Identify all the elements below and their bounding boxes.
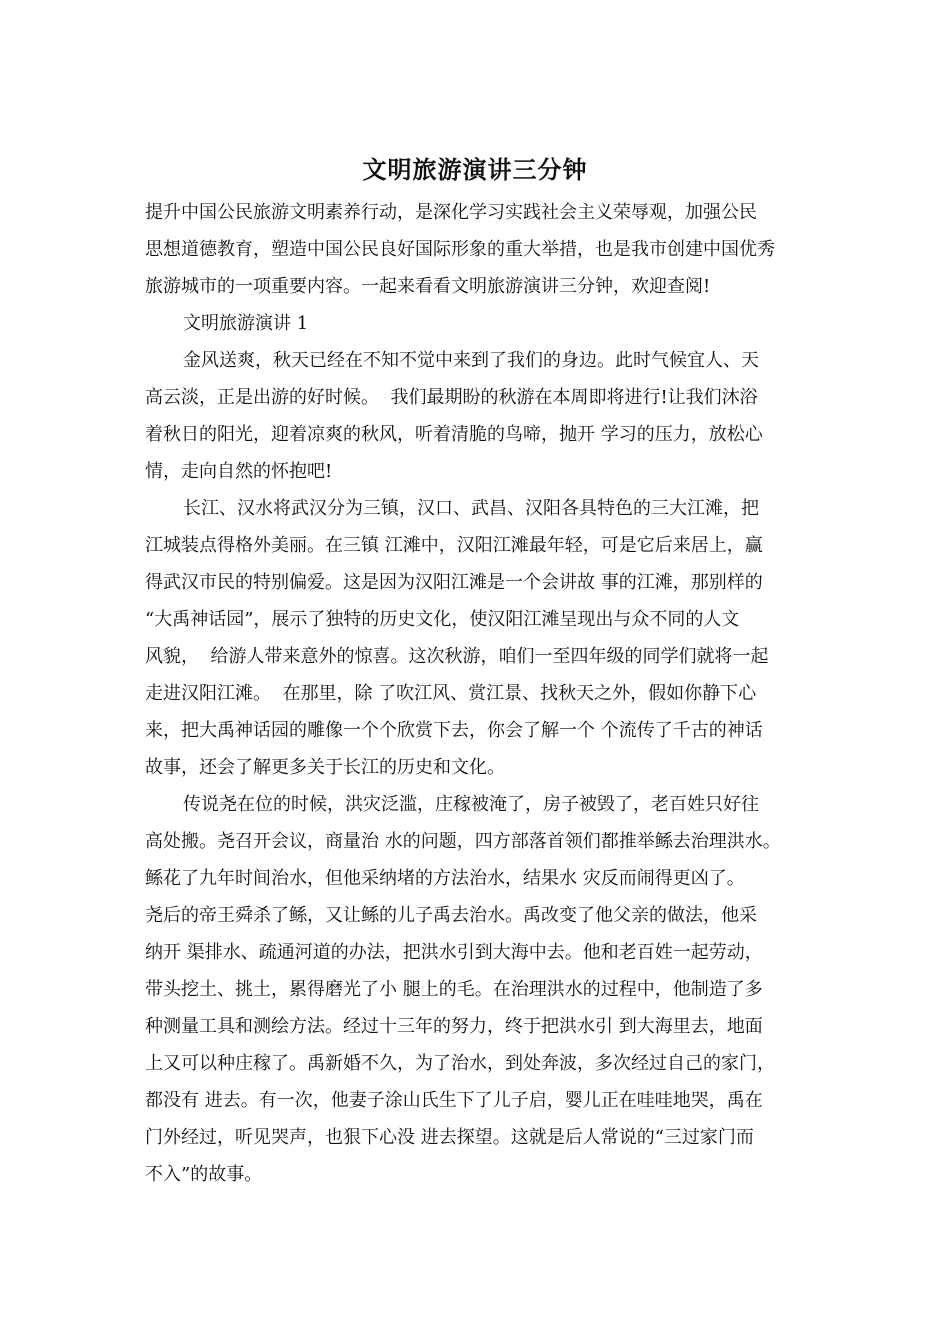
text-line: 种测量工具和测绘方法。经过十三年的努力，终于把洪水引 到大海里去，地面 bbox=[145, 1016, 763, 1037]
text-line: 提升中国公民旅游文明素养行动，是深化学习实践社会主义荣辱观，加强公民 bbox=[145, 202, 757, 223]
text-line: 门外经过，听见哭声，也狠下心没 进去探望。这就是后人常说的“三过家门而 bbox=[145, 1127, 754, 1148]
text-line: 得武汉市民的特别偏爱。这是因为汉阳江滩是一个会讲故 事的江滩，那别样的 bbox=[145, 572, 763, 593]
text-line: 风貌， 给游人带来意外的惊喜。这次秋游，咱们一至四年级的同学们就将一起 bbox=[145, 646, 769, 667]
text-line: 长江、汉水将武汉分为三镇，汉口、武昌、汉阳各具特色的三大江滩，把 bbox=[183, 498, 759, 519]
text-line: 纳开 渠排水、疏通河道的办法，把洪水引到大海中去。他和老百姓一起劳动， bbox=[145, 942, 763, 963]
text-line: 鲧花了九年时间治水，但他采纳堵的方法治水，结果水 灾反而闹得更凶了。 bbox=[145, 868, 745, 889]
document-title: 文明旅游演讲三分钟 bbox=[362, 156, 588, 184]
text-line: 故事，还会了解更多关于长江的历史和文化。 bbox=[145, 757, 505, 778]
section-heading: 文明旅游演讲 1 bbox=[183, 313, 309, 334]
document-body bbox=[145, 194, 805, 1193]
text-line: 来，把大禹神话园的雕像一个个欣赏下去，你会了解一个 个流传了千古的神话 bbox=[145, 720, 763, 741]
text-line: 情，走向自然的怀抱吧! bbox=[145, 461, 333, 482]
text-line: 高处搬。尧召开会议，商量治 水的问题，四方部落首领们都推举鲧去治理洪水。 bbox=[145, 831, 781, 852]
text-line: 江城装点得格外美丽。在三镇 江滩中，汉阳江滩最年轻，可是它后来居上，赢 bbox=[145, 535, 763, 556]
text-line: 都没有 进去。有一次，他妻子涂山氏生下了儿子启，婴儿正在哇哇地哭，禹在 bbox=[145, 1090, 763, 1111]
text-line: 走进汉阳江滩。 在那里，除 了吹江风、赏江景、找秋天之外，假如你静下心 bbox=[145, 683, 757, 704]
text-line: 着秋日的阳光，迎着凉爽的秋风，听着清脆的鸟啼，抛开 学习的压力，放松心 bbox=[145, 424, 763, 445]
text-line: 思想道德教育，塑造中国公民良好国际形象的重大举措，也是我市创建中国优秀 bbox=[145, 239, 775, 260]
text-line: 尧后的帝王舜杀了鲧，又让鲧的儿子禹去治水。禹改变了他父亲的做法，他采 bbox=[145, 905, 757, 926]
text-line: 传说尧在位的时候，洪灾泛滥，庄稼被淹了，房子被毁了，老百姓只好往 bbox=[183, 794, 759, 815]
text-line: 高云淡，正是出游的好时候。 我们最期盼的秋游在本周即将进行!让我们沐浴 bbox=[145, 387, 758, 408]
text-line: 不入”的故事。 bbox=[145, 1164, 263, 1185]
text-line: 金风送爽，秋天已经在不知不觉中来到了我们的身边。此时气候宜人、天 bbox=[183, 350, 759, 371]
text-line: 旅游城市的一项重要内容。一起来看看文明旅游演讲三分钟，欢迎查阅! bbox=[145, 276, 711, 297]
text-line: 带头挖土、挑土，累得磨光了小 腿上的毛。在治理洪水的过程中，他制造了多 bbox=[145, 979, 763, 1000]
text-line: 上又可以种庄稼了。禹新婚不久，为了治水，到处奔波，多次经过自己的家门， bbox=[145, 1053, 775, 1074]
text-line: “大禹神话园”，展示了独特的历史文化，使汉阳江滩呈现出与众不同的人文 bbox=[145, 609, 740, 630]
